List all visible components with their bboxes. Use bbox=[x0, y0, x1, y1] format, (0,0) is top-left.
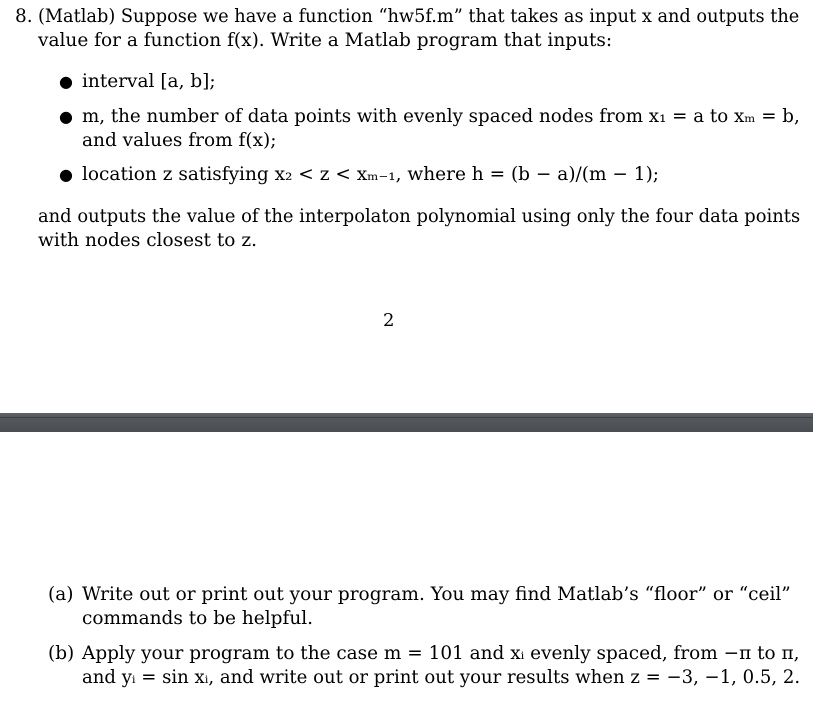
bullet-data-points-line2: and values from f(x); bbox=[82, 130, 277, 151]
bullet-interval: interval [a, b]; bbox=[82, 71, 216, 92]
part-b-label: (b) bbox=[48, 643, 75, 664]
bullet-data-points-line1: m, the number of data points with evenly spaced nodes from x₁ = a to xₘ = b, bbox=[82, 106, 800, 127]
problem-outro-line1: and outputs the value of the interpolaton polynomial using only the four data points bbox=[38, 206, 801, 227]
part-a-label: (a) bbox=[48, 584, 74, 605]
bullet-dot-icon: ● bbox=[59, 165, 73, 184]
bullet-location: location z satisfying x₂ < z < xₘ₋₁, where h = (b − a)/(m − 1); bbox=[82, 164, 660, 185]
problem-outro-line2: with nodes closest to z. bbox=[38, 230, 257, 251]
part-b-line2: and yᵢ = sin xᵢ, and write out or print out your results when z = −3, −1, 0.5, 2. bbox=[82, 667, 801, 688]
problem-intro-line2: value for a function f(x). Write a Matlab program that inputs: bbox=[38, 30, 613, 51]
part-b-line1: Apply your program to the case m = 101 and xᵢ evenly spaced, from −π to π, bbox=[82, 643, 800, 664]
part-a-line2: commands to be helpful. bbox=[82, 608, 314, 629]
page-number: 2 bbox=[383, 310, 395, 331]
page-break-divider bbox=[0, 413, 813, 432]
part-a-line1: Write out or print out your program. You may find Matlab’s “floor” or “ceil” bbox=[82, 584, 791, 605]
bullet-dot-icon: ● bbox=[59, 72, 73, 91]
problem-intro-line1: (Matlab) Suppose we have a function “hw5f.m” that takes as input x and outputs the bbox=[38, 6, 800, 27]
bullet-dot-icon: ● bbox=[59, 107, 73, 126]
page-bottom bbox=[0, 432, 813, 709]
problem-number: 8. bbox=[15, 6, 33, 27]
